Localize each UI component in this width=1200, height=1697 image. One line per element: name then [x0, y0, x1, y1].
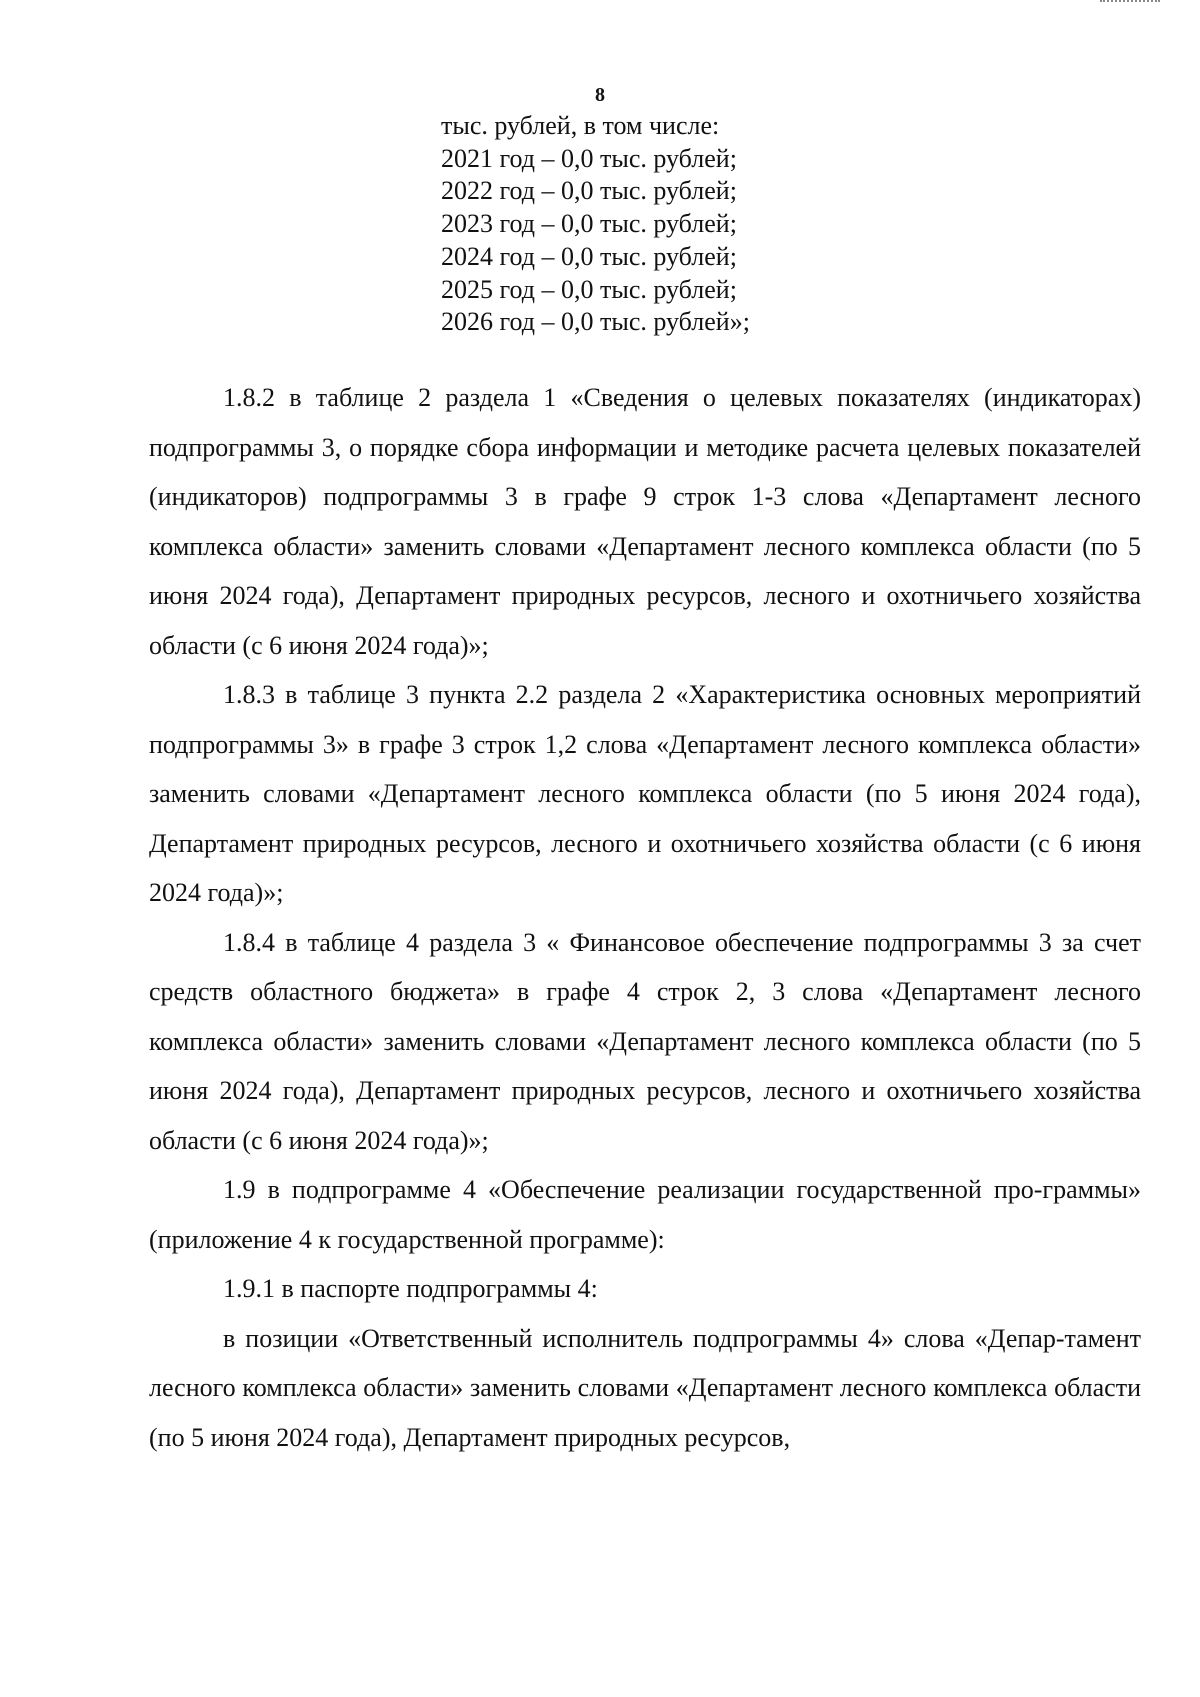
- budget-line: 2021 год – 0,0 тыс. рублей;: [441, 143, 737, 173]
- paragraph-1-8-4: 1.8.4 в таблице 4 раздела 3 « Финансовое обеспечение подпрограммы 3 за счет средств областного бюджета» в графе 4 строк 2, 3 слова «Департамент лесного комплекса области» заменить словами «Департамент лесного комплекса области (по 5 июня 2024 года), Департамент природных ресурсов, лесного и охотничьего хозяйства области (с 6 июня 2024 года)»;: [149, 927, 1141, 1155]
- paragraph-1-8-2: 1.8.2 в таблице 2 раздела 1 «Сведения о целевых показателях (индикаторах) подпрограммы 3, о порядке сбора информации и методике расчета целевых показателей (индикаторов) подпрограммы 3 в графе 9 строк 1-3 слова «Департамент лесного комплекса области» заменить словами «Департамент лесного комплекса области (по 5 июня 2024 года), Департамент природных ресурсов, лесного и охотничьего хозяйства области (с 6 июня 2024 года)»;: [149, 383, 1141, 660]
- paragraph-1-8-3: 1.8.3 в таблице 3 пункта 2.2 раздела 2 «Характеристика основных мероприятий подпрограммы 3» в графе 3 строк 1,2 слова «Департамент лесного комплекса области» заменить словами «Департамент лесного комплекса области (по 5 июня 2024 года), Департамент природных ресурсов, лесного и охотничьего хозяйства области (с 6 июня 2024 года)»;: [149, 680, 1141, 907]
- document-body: [149, 373, 1141, 1462]
- budget-line: 2025 год – 0,0 тыс. рублей;: [441, 274, 737, 304]
- paragraph-responsible-executor: в позиции «Ответственный исполнитель подпрограммы 4» слова «Депар-тамент лесного комплекса области» заменить словами «Департамент лесного комплекса области (по 5 июня 2024 года), Департамент природных ресурсов,: [149, 1323, 1141, 1452]
- paragraph-1-9: 1.9 в подпрограмме 4 «Обеспечение реализации государственной про-граммы» (приложение 4 к государственной программе):: [149, 1175, 1141, 1254]
- budget-line: 2022 год – 0,0 тыс. рублей;: [441, 176, 737, 206]
- budget-line: 2026 год – 0,0 тыс. рублей»;: [441, 307, 750, 337]
- page-number: 8: [595, 84, 605, 106]
- budget-line: 2023 год – 0,0 тыс. рублей;: [441, 209, 737, 239]
- budget-breakdown: [441, 110, 861, 339]
- budget-line: 2024 год – 0,0 тыс. рублей;: [441, 241, 737, 271]
- budget-line: тыс. рублей, в том числе:: [441, 111, 720, 140]
- paragraph-1-9-1: 1.9.1 в паспорте подпрограммы 4:: [223, 1274, 598, 1303]
- scan-corner-mark: [1100, 0, 1160, 5]
